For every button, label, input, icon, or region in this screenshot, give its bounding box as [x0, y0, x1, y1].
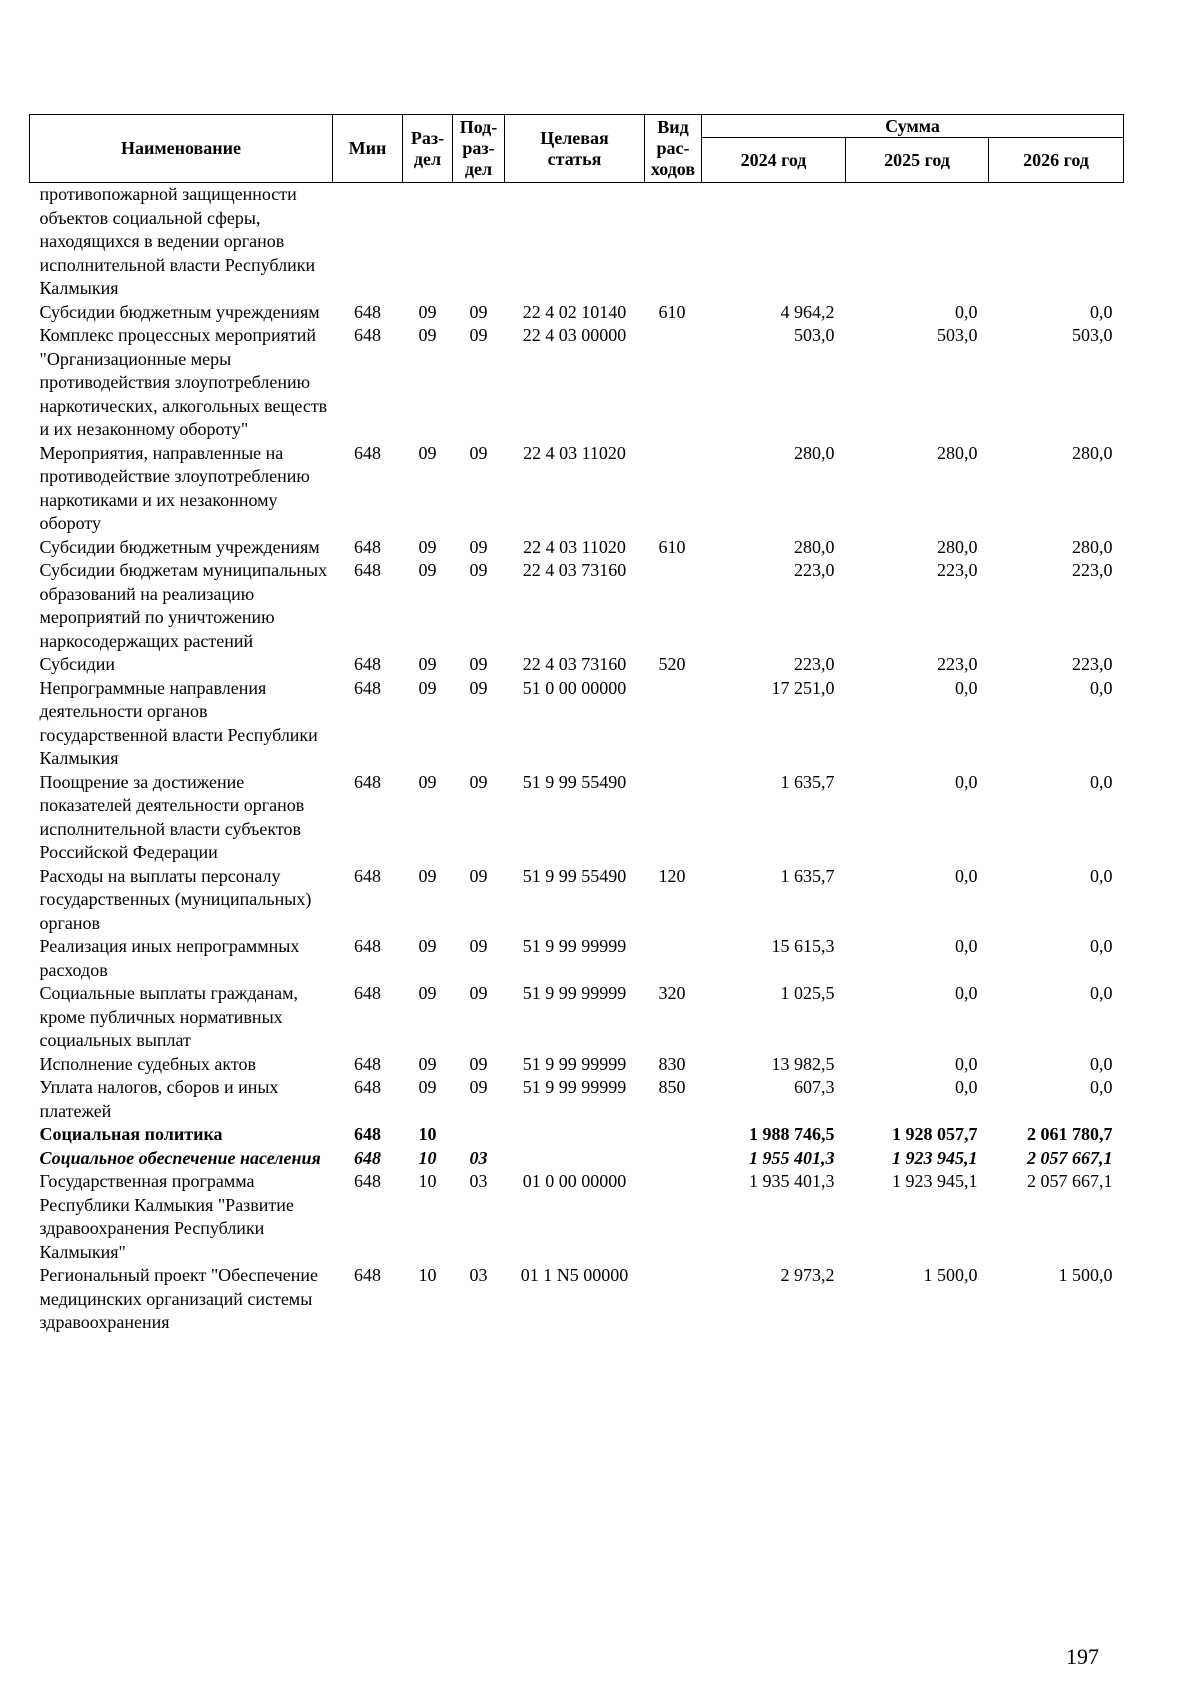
table-body [30, 183, 1124, 1335]
cell-2024: 607,3 [794, 1077, 835, 1097]
cell-min: 648 [354, 536, 381, 557]
cell-2025: 223,0 [937, 654, 978, 674]
table-row [30, 324, 1124, 442]
cell-subsection: 09 [469, 936, 488, 956]
cell-2025: 503,0 [937, 325, 978, 345]
cell-2025: 0,0 [955, 1077, 978, 1097]
cell-2025: 0,0 [955, 1053, 978, 1074]
cell-kind: 610 [658, 536, 686, 557]
cell-min: 648 [354, 325, 381, 345]
cell-2026: 2 061 780,7 [1027, 1124, 1113, 1144]
table-row [30, 982, 1124, 1053]
cell-subsection: 09 [469, 536, 488, 557]
cell-2026: 223,0 [1072, 560, 1113, 580]
table-row [30, 1147, 1124, 1171]
table-header [30, 115, 1124, 183]
cell-target: 51 9 99 55490 [522, 771, 627, 792]
cell-2026: 0,0 [1090, 301, 1113, 322]
cell-target: 51 0 00 00000 [522, 677, 627, 698]
cell-2026: 223,0 [1072, 654, 1113, 674]
cell-subsection: 09 [469, 983, 488, 1003]
cell-kind: 320 [658, 983, 686, 1003]
cell-section: 09 [418, 771, 437, 792]
cell-kind [645, 1123, 702, 1147]
cell-2024: 4 964,2 [780, 301, 835, 322]
budget-table-container [29, 114, 1123, 1335]
cell-target: 51 9 99 99999 [522, 1077, 627, 1097]
cell-2026: 0,0 [1090, 1077, 1113, 1097]
cell-2024: 1 635,7 [780, 865, 835, 886]
header-section-text: Раз- дел [410, 127, 445, 169]
cell-kind: 610 [658, 301, 686, 322]
cell-name: Комплекс процессных мероприятий "Организационные меры противодействия злоупотреблению наркотических, алкогольных веществ и их незаконному обороту" [39, 325, 328, 439]
cell-subsection: 09 [469, 1077, 488, 1097]
cell-subsection: 09 [469, 771, 488, 792]
cell-target: 22 4 03 73160 [522, 654, 627, 674]
cell-kind: 850 [658, 1077, 686, 1097]
budget-table [29, 114, 1124, 1335]
cell-section: 09 [418, 654, 437, 674]
table-row [30, 935, 1124, 982]
cell-2024: 280,0 [794, 442, 835, 463]
cell-2025: 0,0 [955, 936, 978, 956]
cell-section [403, 183, 453, 301]
cell-target: 01 1 N5 00000 [520, 1265, 629, 1285]
cell-2024: 17 251,0 [771, 677, 835, 698]
cell-target: 22 4 03 00000 [522, 325, 627, 345]
cell-kind [645, 183, 702, 301]
cell-2026: 280,0 [1072, 442, 1113, 463]
cell-min: 648 [354, 771, 381, 792]
cell-name: Субсидии бюджетам муниципальных образований на реализацию мероприятий по уничтожению наркосодержащих растений [39, 560, 328, 651]
cell-min: 648 [354, 1265, 381, 1285]
cell-min [333, 183, 403, 301]
header-year-2025: 2025 год [846, 138, 989, 183]
cell-name: Государственная программа Республики Калмыкия "Развитие здравоохранения Республики Калмыкия" [39, 1171, 294, 1262]
cell-2025: 1 923 945,1 [892, 1147, 978, 1168]
cell-name: Реализация иных непрограммных расходов [39, 936, 300, 980]
cell-2025: 1 923 945,1 [892, 1171, 978, 1191]
cell-kind [645, 1147, 702, 1171]
cell-kind: 520 [658, 654, 686, 674]
cell-2025: 1 928 057,7 [892, 1124, 978, 1144]
table-row [30, 1170, 1124, 1264]
cell-min: 648 [354, 654, 381, 674]
cell-section: 09 [418, 865, 437, 886]
header-year-2024: 2024 год [702, 138, 846, 183]
cell-subsection: 09 [469, 654, 488, 674]
cell-name: Субсидии бюджетным учреждениям [39, 536, 320, 557]
header-kind-text: Вид рас- ходов [650, 117, 696, 179]
cell-2026: 0,0 [1090, 1053, 1113, 1074]
cell-section: 09 [418, 1053, 437, 1074]
cell-section: 09 [418, 325, 437, 345]
cell-target [505, 183, 645, 301]
cell-2024: 1 635,7 [780, 771, 835, 792]
cell-section: 09 [418, 301, 437, 322]
cell-subsection [453, 1123, 505, 1147]
header-year-2026: 2026 год [989, 138, 1124, 183]
cell-section: 09 [418, 560, 437, 580]
header-section [403, 115, 453, 183]
cell-kind [645, 442, 702, 536]
table-row [30, 1076, 1124, 1123]
cell-subsection: 09 [469, 865, 488, 886]
cell-2026: 1 500,0 [1058, 1265, 1113, 1285]
cell-name: Субсидии бюджетным учреждениям [39, 301, 320, 322]
cell-section: 09 [418, 536, 437, 557]
cell-min: 648 [354, 1171, 381, 1191]
cell-section: 10 [418, 1171, 437, 1191]
cell-target: 51 9 99 99999 [522, 936, 627, 956]
table-row [30, 677, 1124, 771]
cell-subsection: 09 [469, 442, 488, 463]
cell-name: Мероприятия, направленные на противодействие злоупотреблению наркотиками и их незаконному обороту [39, 442, 310, 533]
cell-min: 648 [354, 865, 381, 886]
cell-2025: 0,0 [955, 771, 978, 792]
cell-kind [645, 935, 702, 982]
cell-name: Социальные выплаты гражданам, кроме публичных нормативных социальных выплат [39, 983, 298, 1050]
header-sum: Сумма [702, 115, 1124, 138]
table-row [30, 1053, 1124, 1077]
cell-2024: 13 982,5 [771, 1053, 835, 1074]
cell-2024: 2 973,2 [780, 1265, 835, 1285]
cell-min: 648 [354, 983, 381, 1003]
cell-min: 648 [354, 677, 381, 698]
cell-name: Региональный проект "Обеспечение медицинских организаций системы здравоохранения [39, 1265, 318, 1332]
cell-kind [645, 324, 702, 442]
cell-section: 09 [418, 677, 437, 698]
cell-2026: 2 057 667,1 [1027, 1171, 1113, 1191]
cell-2025: 280,0 [937, 536, 978, 557]
cell-2024: 1 935 401,3 [749, 1171, 835, 1191]
cell-name: Социальное обеспечение населения [39, 1147, 321, 1168]
cell-2024: 280,0 [794, 536, 835, 557]
cell-2026 [989, 183, 1124, 301]
cell-2026: 0,0 [1090, 983, 1113, 1003]
cell-subsection: 03 [469, 1147, 488, 1168]
cell-2024: 1 988 746,5 [749, 1124, 835, 1144]
cell-name: противопожарной защищенности объектов социальной сферы, находящихся в ведении органов исполнительной власти Республики Калмыкия [39, 184, 316, 298]
cell-subsection: 09 [469, 325, 488, 345]
cell-2026: 0,0 [1090, 936, 1113, 956]
cell-target: 22 4 03 11020 [523, 442, 626, 463]
cell-target: 22 4 03 73160 [522, 560, 627, 580]
cell-target: 01 0 00 00000 [522, 1171, 627, 1191]
cell-kind: 120 [658, 865, 686, 886]
cell-2024: 1 025,5 [780, 983, 835, 1003]
header-subsection [453, 115, 505, 183]
table-row [30, 559, 1124, 653]
cell-subsection: 09 [469, 560, 488, 580]
cell-name: Исполнение судебных актов [39, 1053, 257, 1074]
cell-name: Социальная политика [39, 1124, 223, 1144]
cell-kind: 830 [658, 1053, 686, 1074]
cell-subsection: 09 [469, 677, 488, 698]
cell-2026: 503,0 [1072, 325, 1113, 345]
table-row [30, 183, 1124, 301]
cell-target [505, 1147, 645, 1171]
header-subsection-text: Под- раз- дел [459, 117, 498, 179]
cell-target: 51 9 99 55490 [522, 865, 627, 886]
cell-2026: 0,0 [1090, 677, 1113, 698]
cell-2026: 2 057 667,1 [1027, 1147, 1113, 1168]
cell-section: 10 [418, 1147, 437, 1168]
cell-section: 09 [418, 1077, 437, 1097]
header-target-text: Целевая статья [540, 127, 609, 169]
cell-2026: 0,0 [1090, 771, 1113, 792]
cell-2024: 223,0 [794, 560, 835, 580]
cell-subsection: 09 [469, 301, 488, 322]
table-row [30, 301, 1124, 325]
page-number: 197 [1066, 1644, 1099, 1669]
cell-min: 648 [354, 1077, 381, 1097]
cell-subsection: 03 [469, 1171, 488, 1191]
table-row [30, 653, 1124, 677]
cell-2024 [702, 183, 846, 301]
cell-min: 648 [354, 442, 381, 463]
table-row [30, 536, 1124, 560]
cell-name: Субсидии [39, 654, 116, 674]
cell-2025: 0,0 [955, 865, 978, 886]
header-target [505, 115, 645, 183]
cell-target: 22 4 02 10140 [522, 301, 627, 322]
table-row [30, 442, 1124, 536]
cell-2025: 1 500,0 [923, 1265, 978, 1285]
cell-target: 51 9 99 99999 [522, 983, 627, 1003]
cell-kind [645, 559, 702, 653]
cell-min: 648 [354, 936, 381, 956]
cell-2025: 280,0 [937, 442, 978, 463]
header-name [30, 115, 333, 183]
cell-subsection: 03 [469, 1265, 488, 1285]
cell-name: Поощрение за достижение показателей деятельности органов исполнительной власти субъектов Российской Федерации [39, 771, 305, 862]
cell-min: 648 [354, 1124, 381, 1144]
cell-section: 09 [418, 983, 437, 1003]
cell-2025: 0,0 [955, 677, 978, 698]
cell-kind [645, 771, 702, 865]
cell-target: 22 4 03 11020 [523, 536, 626, 557]
cell-2025: 223,0 [937, 560, 978, 580]
cell-subsection: 09 [469, 1053, 488, 1074]
cell-section: 09 [418, 442, 437, 463]
cell-target: 51 9 99 99999 [522, 1053, 627, 1074]
header-min [333, 115, 403, 183]
cell-section: 10 [418, 1265, 437, 1285]
cell-min: 648 [354, 1147, 381, 1168]
header-min-text: Мин [348, 138, 387, 158]
cell-2024: 223,0 [794, 654, 835, 674]
cell-2024: 503,0 [794, 325, 835, 345]
cell-name: Уплата налогов, сборов и иных платежей [39, 1077, 279, 1121]
cell-name: Расходы на выплаты персоналу государственных (муниципальных) органов [39, 865, 312, 933]
cell-kind [645, 1170, 702, 1264]
header-kind [645, 115, 702, 183]
cell-2024: 1 955 401,3 [749, 1147, 835, 1168]
cell-min: 648 [354, 301, 381, 322]
cell-2025: 0,0 [955, 301, 978, 322]
cell-2025 [846, 183, 989, 301]
table-row [30, 1264, 1124, 1335]
cell-2025: 0,0 [955, 983, 978, 1003]
cell-min: 648 [354, 1053, 381, 1074]
cell-2024: 15 615,3 [771, 936, 835, 956]
cell-target [505, 1123, 645, 1147]
cell-section: 09 [418, 936, 437, 956]
cell-name: Непрограммные направления деятельности органов государственной власти Республики Калмыкия [39, 677, 318, 768]
header-name-text: Наименование [121, 138, 241, 158]
table-row [30, 771, 1124, 865]
cell-section: 10 [418, 1124, 437, 1144]
cell-kind [645, 1264, 702, 1335]
cell-kind [645, 677, 702, 771]
table-row [30, 865, 1124, 936]
table-row [30, 1123, 1124, 1147]
cell-2026: 280,0 [1072, 536, 1113, 557]
cell-min: 648 [354, 560, 381, 580]
cell-2026: 0,0 [1090, 865, 1113, 886]
cell-subsection [453, 183, 505, 301]
